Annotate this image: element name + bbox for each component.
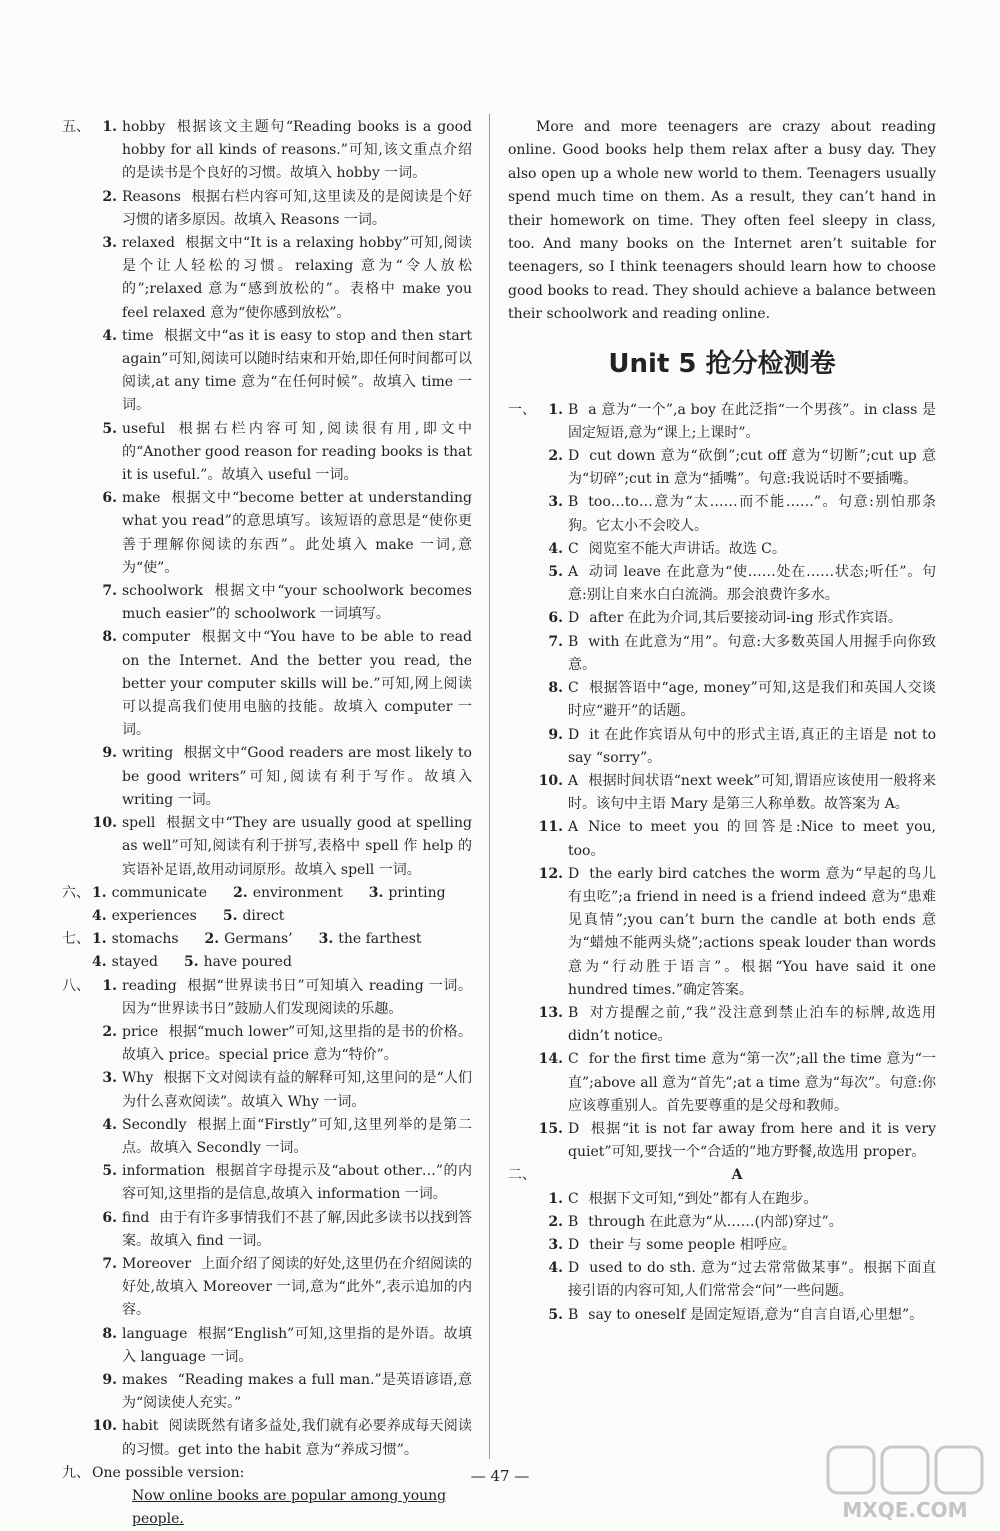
section-six	[62, 882, 472, 928]
answer-item	[92, 1323, 472, 1369]
item-answer: Germans’	[224, 931, 293, 948]
item-number: 5.	[548, 564, 563, 581]
item-number: 2.	[548, 1213, 563, 1230]
item-explanation	[568, 1188, 936, 1211]
item-text: 上面介绍了阅读的好处,这里仍在介绍阅读的好处,故填入 Moreover 一词,意为“此外”,表示追加的内容。	[122, 1255, 472, 1319]
answer-item	[92, 232, 472, 325]
item-explanation	[122, 1160, 472, 1206]
right-column	[508, 116, 936, 1327]
answer-item	[538, 491, 936, 537]
item-answer: Secondly	[122, 1116, 187, 1133]
item-number: 3.	[102, 1070, 117, 1087]
item-answer: useful	[122, 420, 166, 437]
item-text: 根据右栏内容可知,阅读很有用,即文中的“Another good reason for reading books is that it is useful.”。故填入 useful 一词。	[122, 420, 472, 484]
item-number: 5.	[102, 1163, 117, 1180]
item-number: 5.	[102, 420, 117, 437]
item-explanation	[568, 1048, 936, 1118]
answer-item	[538, 677, 936, 723]
answer-item	[92, 975, 472, 1021]
item-answer: direct	[242, 907, 285, 924]
item-answer: D	[568, 1260, 580, 1277]
item-answer: D	[568, 1120, 580, 1137]
item-answer: stomachs	[111, 931, 179, 948]
item-explanation	[568, 863, 936, 1002]
item-text: 根据上面“Firstly”可知,这里列举的是第二点。故填入 Secondly 一词。	[122, 1116, 472, 1156]
answer-item	[92, 742, 472, 812]
item-text: through 在此意为“从……(内部)穿过”。	[588, 1213, 843, 1230]
item-answer: spell	[122, 815, 156, 832]
item-explanation	[122, 742, 472, 812]
item-answer: B	[568, 401, 579, 418]
item-text: 根据文中“They are usually good at spelling as well”可知,阅读有利于拼写,表格中 spell 作 help 的宾语补足语,故用动词原形。故填入 spell 一词。	[122, 815, 472, 878]
essay-paragraph: More and more teenagers are crazy about reading online. Good books help them relax after a busy day. They also open up a whole new world to them. Teenagers usually spend much time on them. As a result, they can’t hand in their homework on time. They often feel sleepy in class, too. And many books on the Internet aren’t suitable for teenagers, so I think teenagers should learn how to choose good books to read. They should achieve a balance between their schoolwork and reading online.	[508, 119, 936, 323]
left-column	[62, 116, 472, 1531]
section-body	[538, 399, 936, 1165]
answer-item	[538, 1048, 936, 1118]
item-answer: A	[568, 772, 579, 789]
item-explanation	[568, 1304, 936, 1327]
item-number: 3.	[368, 884, 384, 901]
essay-continuation	[508, 116, 936, 327]
answer-row	[92, 882, 472, 905]
item-number: 6.	[548, 610, 563, 627]
item-answer: communicate	[111, 884, 208, 901]
item-number: 6.	[102, 490, 117, 507]
item-text: 根据文中“your schoolwork becomes much easier”的 schoolwork 一词填写。	[122, 583, 472, 623]
section-body	[92, 882, 472, 928]
item-answer: price	[122, 1023, 159, 1040]
item-explanation	[568, 491, 936, 537]
item-number: 4.	[92, 954, 107, 971]
item-answer: reading	[122, 977, 177, 994]
item-number: 2.	[102, 1023, 117, 1040]
item-text: 根据文中“You have to be able to read on the Internet. And the better you read, the better your computer skills will be.”可知,网上阅读可以提高我们使用电脑的技能。故填入 computer 一词。	[122, 629, 472, 739]
item-number: 6.	[102, 1209, 117, 1226]
item-explanation	[122, 1323, 472, 1369]
item-answer: stayed	[111, 954, 158, 971]
answer-item	[92, 1253, 472, 1323]
item-number: 1.	[102, 119, 117, 135]
section-body	[92, 116, 472, 882]
item-explanation	[568, 538, 936, 561]
item-explanation	[122, 1021, 472, 1067]
answer-item	[538, 1304, 936, 1327]
item-explanation	[568, 1118, 936, 1164]
item-explanation	[122, 186, 472, 232]
answer-item	[92, 1369, 472, 1415]
item-text: 根据“世界读书日”可知填入 reading 一词。因为“世界读书日”鼓励人们发现阅读的乐趣。	[122, 977, 472, 1017]
item-text: 对方提醒之前,“我”没注意到禁止泊车的标牌,故选用 didn’t notice。	[568, 1004, 936, 1045]
item-answer: the farthest	[338, 931, 422, 948]
item-answer: C	[568, 540, 579, 557]
item-number: 4.	[92, 907, 107, 924]
section-label: 五、	[62, 119, 90, 135]
item-number: 4.	[548, 540, 563, 557]
item-answer: D	[568, 448, 580, 465]
section-body	[92, 975, 472, 1462]
answer-item	[92, 186, 472, 232]
item-explanation	[568, 399, 936, 445]
item-answer: B	[568, 494, 579, 511]
item-number: 12.	[538, 865, 563, 882]
item-text: 阅览室不能大声讲话。故选 C。	[588, 540, 786, 557]
item-explanation	[122, 325, 472, 418]
item-number: 1.	[548, 1190, 563, 1207]
item-explanation	[122, 1114, 472, 1160]
word-answer	[233, 882, 343, 905]
watermark-logo	[820, 1443, 990, 1523]
item-explanation	[568, 1257, 936, 1303]
item-number: 5.	[183, 954, 199, 971]
answer-item	[538, 445, 936, 491]
answer-item	[538, 770, 936, 816]
item-answer: makes	[122, 1371, 168, 1388]
item-text: “Reading makes a full man.”是英语谚语,意为“阅读使人充实。”	[122, 1371, 472, 1412]
passage-letter: A	[731, 1167, 743, 1184]
item-text: a 意为“一个”,a boy 在此泛指“一个男孩”。in class 是固定短语,意为“课上;上课时”。	[568, 401, 936, 441]
item-number: 1.	[92, 931, 107, 948]
section-label: 六、	[62, 884, 90, 901]
answer-item	[92, 418, 472, 488]
answer-item	[538, 399, 936, 445]
item-number: 10.	[92, 1418, 117, 1435]
item-answer: time	[122, 327, 154, 344]
item-number: 4.	[548, 1260, 563, 1277]
item-answer: language	[122, 1325, 188, 1342]
answer-item	[538, 816, 936, 862]
item-explanation	[122, 975, 472, 1021]
section-label: 九、	[62, 1464, 90, 1481]
word-answer	[319, 928, 422, 951]
answer-item	[538, 1211, 936, 1234]
item-text: 根据该文主题句“Reading books is a good hobby for all kinds of reasons.”可知,该文重点介绍的是读书是个良好的习惯。故填入 hobby 一词。	[122, 119, 472, 182]
item-explanation	[568, 1234, 936, 1257]
item-number: 10.	[92, 815, 117, 832]
answer-item	[92, 1415, 472, 1461]
answer-item	[92, 116, 472, 186]
item-answer: relaxed	[122, 235, 175, 252]
item-explanation	[122, 580, 472, 626]
item-explanation	[568, 631, 936, 677]
item-text: 根据下文可知,“到处”都有人在跑步。	[588, 1190, 818, 1207]
item-number: 3.	[102, 235, 117, 252]
item-text: it 在此作宾语从句中的形式主语,真正的主语是 not to say “sorry”。	[568, 726, 936, 766]
item-number: 11.	[538, 819, 563, 836]
item-answer: D	[568, 1236, 580, 1253]
answer-item	[538, 724, 936, 770]
item-text: Nice to meet you 的回答是:Nice to meet you, too。	[568, 819, 936, 859]
item-text: 根据文中“become better at understanding what you read”的意思填写。该短语的意思是“使你更善于理解你阅读的东西”。此处填入 make 一词,意为“使”。	[122, 490, 472, 576]
answer-item	[538, 631, 936, 677]
item-answer: B	[568, 1306, 579, 1323]
item-number: 7.	[548, 633, 563, 650]
section-body	[92, 928, 472, 974]
answer-item	[538, 1002, 936, 1048]
item-explanation	[122, 116, 472, 186]
section-label: 七、	[62, 931, 90, 948]
item-number: 10.	[538, 772, 563, 789]
item-text: too…to…意为“太……而不能……”。句意:别怕那条狗。它太小不会咬人。	[568, 494, 936, 534]
item-answer: environment	[252, 884, 343, 901]
item-number: 13.	[538, 1004, 563, 1021]
item-text: 由于有许多事情我们不甚了解,因此多读书以找到答案。故填入 find 一词。	[122, 1209, 472, 1249]
essay-first-line: Now online books are popular among young people.	[132, 1487, 447, 1528]
word-answer	[369, 882, 446, 905]
item-explanation	[568, 816, 936, 862]
item-answer: have poured	[203, 954, 292, 971]
item-text: 根据首字母提示及“about other…”的内容可知,这里指的是信息,故填入 information 一词。	[122, 1163, 472, 1203]
item-text: 根据答语中“age, money”可知,这是我们和英国人交谈时应“避开”的话题。	[568, 680, 936, 720]
answer-row	[92, 951, 472, 974]
answer-row	[92, 905, 472, 928]
answer-item	[92, 812, 472, 882]
item-text: with 在此意为“用”。句意:大多数英国人用握手向你致意。	[568, 633, 936, 673]
answer-item	[92, 1021, 472, 1067]
item-number: 5.	[222, 907, 238, 924]
answer-item	[538, 1234, 936, 1257]
section-label: 二、	[508, 1167, 536, 1184]
section-one	[508, 399, 936, 1165]
item-explanation	[122, 812, 472, 882]
item-answer: Moreover	[122, 1255, 192, 1272]
section-label: 八、	[62, 977, 90, 994]
answer-item	[92, 1160, 472, 1206]
item-explanation	[568, 724, 936, 770]
item-number: 9.	[102, 745, 117, 762]
item-number: 9.	[102, 1371, 117, 1388]
word-answer	[92, 928, 179, 951]
item-answer: C	[568, 1190, 579, 1207]
item-answer: C	[568, 1051, 579, 1068]
item-text: for the first time 意为“第一次”;all the time 意为“一直”;above all 意为“首先”;at a time 意为“每次”。句意:你应该尊重别人。首先要尊重的是父母和教师。	[568, 1051, 936, 1114]
unit-title: Unit 5 抢分检测卷	[608, 348, 836, 379]
item-answer: B	[568, 1213, 579, 1230]
word-answer	[92, 882, 207, 905]
item-text: 根据文中“Good readers are most likely to be good writers”可知,阅读有利于写作。故填入 writing 一词。	[122, 745, 472, 808]
section-body	[538, 1164, 936, 1326]
item-explanation	[122, 232, 472, 325]
item-explanation	[568, 677, 936, 723]
section-seven	[62, 928, 472, 974]
word-answer	[92, 951, 158, 974]
item-explanation	[122, 1415, 472, 1461]
item-number: 4.	[102, 1116, 117, 1133]
item-explanation	[122, 1207, 472, 1253]
item-answer: Reasons	[122, 188, 181, 205]
item-number: 8.	[548, 680, 563, 697]
item-text: 根据文中“as it is easy to stop and then start again”可知,阅读可以随时结束和开始,即任何时间都可以阅读,at any time 意为“在任何时候”。故填入 time 一词。	[122, 327, 472, 414]
item-text: their 与 some people 相呼应。	[589, 1236, 796, 1253]
section-two	[508, 1164, 936, 1326]
item-answer: D	[568, 610, 580, 627]
item-explanation	[122, 487, 472, 580]
answer-item	[538, 538, 936, 561]
item-answer: Why	[122, 1070, 154, 1087]
answer-row	[92, 928, 472, 951]
answer-item	[538, 1257, 936, 1303]
item-number: 1.	[102, 977, 117, 994]
item-explanation	[568, 561, 936, 607]
version-intro: One possible version:	[92, 1464, 245, 1481]
page-number: — 47 —	[470, 1467, 530, 1485]
item-text: 根据时间状语“next week”可知,谓语应该使用一般将来时。该句中主语 Mary 是第三人称单数。故答案为 A。	[568, 772, 936, 813]
item-number: 1.	[92, 884, 107, 901]
item-answer: B	[568, 1004, 579, 1021]
item-text: 阅读既然有诸多益处,我们就有必要养成每天阅读的习惯。get into the habit 意为“养成习惯”。	[122, 1418, 472, 1458]
item-number: 2.	[102, 188, 117, 205]
section-eight	[62, 975, 472, 1462]
item-answer: hobby	[122, 119, 166, 135]
item-answer: experiences	[111, 907, 197, 924]
answer-item	[538, 607, 936, 630]
item-answer: writing	[122, 745, 174, 762]
word-answer	[92, 905, 197, 928]
item-text: cut down 意为“砍倒”;cut off 意为“切断”;cut up 意为“切碎”;cut in 意为“插嘴”。句意:我说话时不要插嘴。	[568, 448, 936, 488]
answer-item	[92, 325, 472, 418]
item-explanation	[568, 1002, 936, 1048]
answer-item	[538, 561, 936, 607]
item-text: 根据“it is not far away from here and it is very quiet”可知,要找一个“合适的”地方野餐,故选用 proper。	[568, 1120, 936, 1161]
svg-text:MXQE.COM: MXQE.COM	[842, 1498, 968, 1522]
item-text: after 在此为介词,其后要接动词-ing 形式作宾语。	[589, 610, 902, 627]
item-number: 14.	[538, 1051, 563, 1068]
item-text: 根据“much lower”可知,这里指的是书的价格。故填入 price。special price 意为“特价”。	[122, 1023, 472, 1064]
item-explanation	[568, 1211, 936, 1234]
item-text: say to oneself 是固定短语,意为“自言自语,心里想”。	[588, 1306, 924, 1323]
item-answer: computer	[122, 629, 191, 646]
item-text: 根据“English”可知,这里指的是外语。故填入 language 一词。	[122, 1325, 472, 1365]
answer-item	[92, 1067, 472, 1113]
item-number: 2.	[204, 931, 220, 948]
item-explanation	[122, 418, 472, 488]
item-answer: make	[122, 490, 161, 507]
item-number: 5.	[548, 1306, 563, 1323]
item-number: 3.	[548, 494, 563, 511]
item-answer: B	[568, 633, 579, 650]
item-explanation	[568, 770, 936, 816]
answer-item	[538, 1188, 936, 1211]
column-divider	[489, 114, 490, 1459]
item-explanation	[122, 1369, 472, 1415]
answer-item	[92, 626, 472, 742]
answer-item	[92, 1207, 472, 1253]
item-answer: D	[568, 726, 580, 743]
item-text: the early bird catches the worm 意为“早起的鸟儿有虫吃”;a friend in need is a friend indeed 意为“患难见真情”;you can’t burn the candle at both ends 意为“蜡烛不能两头烧”;actions speak louder than words 意为“行动胜于语言”。根据“You have said it one hundred times.”确定答案。	[568, 865, 936, 998]
section-five	[62, 116, 472, 882]
answer-item	[92, 487, 472, 580]
item-number: 8.	[102, 629, 117, 646]
item-number: 4.	[102, 327, 117, 344]
item-text: 根据文中“It is a relaxing hobby”可知,阅读是个让人轻松的习惯。relaxing 意为“令人放松的”;relaxed 意为“感到放松的”。表格中 make you feel relaxed 意为“使你感到放松”。	[122, 235, 472, 321]
item-answer: habit	[122, 1418, 159, 1435]
item-answer: C	[568, 680, 579, 697]
item-number: 7.	[102, 1255, 117, 1272]
item-number: 3.	[318, 931, 334, 948]
item-answer: A	[568, 819, 579, 836]
item-number: 7.	[102, 583, 117, 600]
item-text: 根据下文对阅读有益的解释可知,这里问的是“人们为什么喜欢阅读”。故填入 Why 一词。	[122, 1070, 472, 1110]
item-explanation	[122, 1253, 472, 1323]
item-number: 2.	[233, 884, 248, 901]
item-number: 2.	[548, 448, 563, 465]
answer-item	[92, 1114, 472, 1160]
item-answer: D	[568, 865, 580, 882]
item-explanation	[568, 445, 936, 491]
item-explanation	[122, 626, 472, 742]
item-number: 9.	[548, 726, 563, 743]
item-number: 8.	[102, 1325, 117, 1342]
word-answer	[205, 928, 293, 951]
answer-item	[538, 1118, 936, 1164]
item-explanation	[568, 607, 936, 630]
word-answer	[223, 905, 285, 928]
item-answer: A	[568, 564, 579, 581]
item-text: used to do sth. 意为“过去常常做某事”。根据下面直接引语的内容可知,人们常常会“问”一些问题。	[568, 1260, 936, 1300]
item-text: 动词 leave 在此意为“使……处在……状态;听任”。句意:别让自来水白白流淌。那会浪费许多水。	[568, 564, 936, 604]
answer-item	[92, 580, 472, 626]
answer-item	[538, 863, 936, 1002]
item-answer: printing	[388, 884, 446, 901]
item-answer: schoolwork	[122, 583, 203, 600]
item-number: 15.	[538, 1120, 563, 1137]
item-number: 1.	[548, 401, 563, 418]
item-answer: find	[122, 1209, 150, 1226]
item-text: 根据右栏内容可知,这里读及的是阅读是个好习惯的诸多原因。故填入 Reasons 一词。	[122, 188, 472, 228]
item-number: 3.	[548, 1236, 563, 1253]
word-answer	[184, 951, 292, 974]
section-label: 一、	[508, 401, 536, 418]
item-explanation	[122, 1067, 472, 1113]
item-answer: information	[122, 1163, 205, 1180]
